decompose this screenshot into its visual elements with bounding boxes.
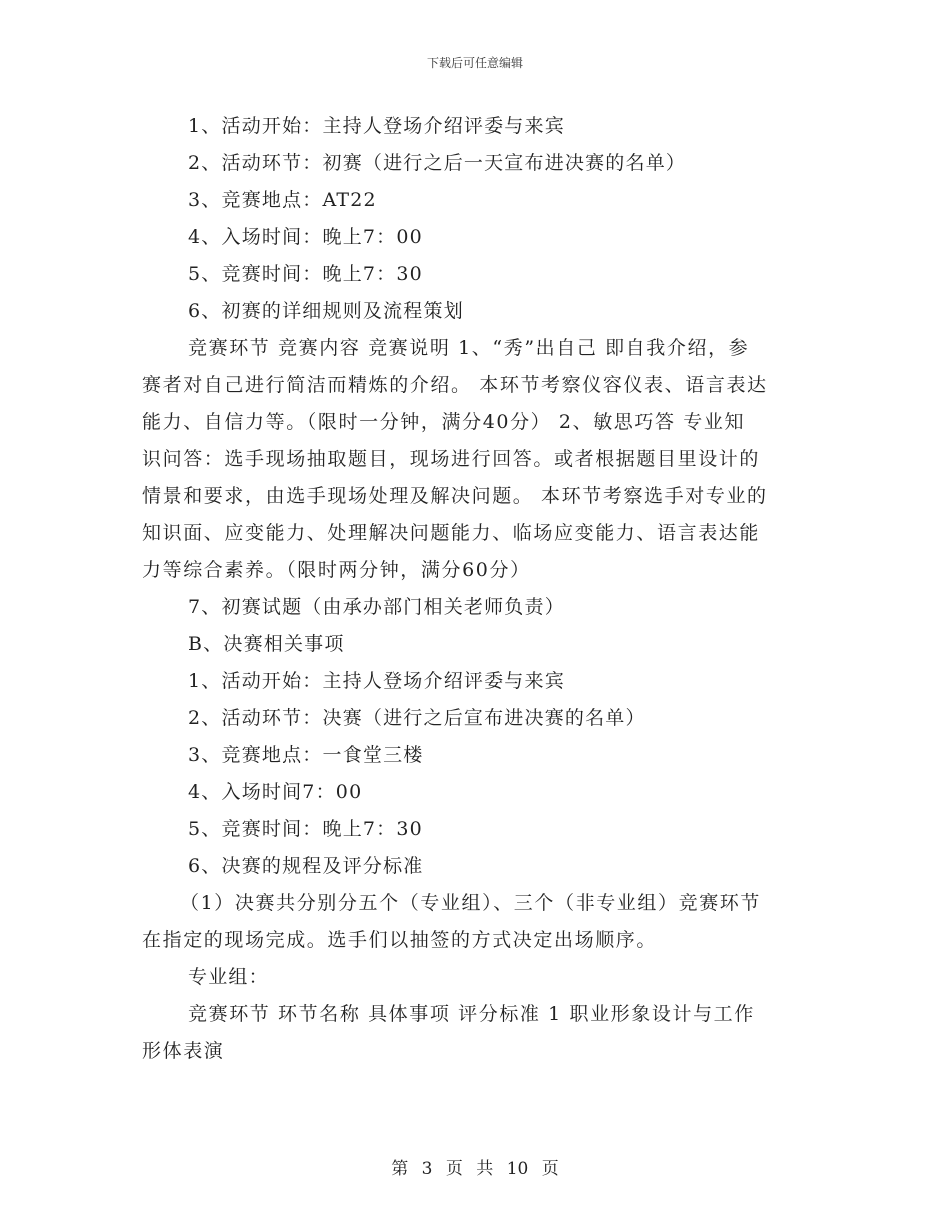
text-line: 1、活动开始：主持人登场介绍评委与来宾 — [188, 670, 565, 692]
paragraph-line: 在指定的现场完成。选手们以抽签的方式决定出场顺序。 — [142, 929, 658, 951]
text-line: 2、活动环节：初赛（进行之后一天宣布进决赛的名单） — [188, 152, 687, 174]
text-line: 4、入场时间7：00 — [188, 781, 363, 803]
paragraph-line: 力等综合素养。（限时两分钟，满分60分） — [142, 559, 531, 581]
paragraph-line: 识问答：选手现场抽取题目，现场进行回答。或者根据题目里设计的 — [142, 448, 761, 470]
page-header: 下载后可任意编辑 — [426, 56, 523, 70]
group-label: 专业组： — [188, 966, 269, 988]
text-line: 7、初赛试题（由承办部门相关老师负责） — [188, 596, 565, 618]
paragraph-line: 知识面、应变能力、处理解决问题能力、临场应变能力、语言表达能 — [142, 522, 761, 544]
document-body — [142, 108, 810, 1070]
text-line: 1、活动开始：主持人登场介绍评委与来宾 — [188, 115, 565, 137]
section-heading: B、决赛相关事项 — [188, 633, 345, 655]
text-line: 6、决赛的规程及评分标准 — [188, 855, 424, 877]
text-line: 2、活动环节：决赛（进行之后宣布进决赛的名单） — [188, 707, 646, 729]
text-line: 6、初赛的详细规则及流程策划 — [188, 300, 464, 322]
text-line: 5、竞赛时间：晚上7：30 — [188, 818, 423, 840]
paragraph-line: 竞赛环节 环节名称 具体事项 评分标准 1 职业形象设计与工作 — [188, 1003, 755, 1025]
text-line: 3、竞赛地点：一食堂三楼 — [188, 744, 424, 766]
paragraph-line: （1）决赛共分别分五个（专业组）、三个（非专业组）竞赛环节 — [180, 892, 761, 914]
text-line: 5、竞赛时间：晚上7：30 — [188, 263, 423, 285]
text-line: 3、竞赛地点：AT22 — [188, 189, 377, 211]
paragraph-final-rules — [142, 885, 810, 959]
paragraph-line: 能力、自信力等。（限时一分钟，满分40分） 2、敏思巧答 专业知 — [142, 411, 746, 433]
paragraph-line: 形体表演 — [142, 1040, 225, 1062]
paragraph-line: 赛者对自己进行简洁而精炼的介绍。 本环节考察仪容仪表、语言表达 — [142, 374, 768, 396]
paragraph-line: 情景和要求，由选手现场处理及解决问题。 本环节考察选手对专业的 — [142, 485, 768, 507]
page-footer: 第 3 页 共 10 页 — [391, 1159, 559, 1179]
paragraph-line: 竞赛环节 竞赛内容 竞赛说明 1、“秀”出自己 即自我介绍，参 — [188, 337, 750, 359]
text-line: 4、入场时间：晚上7：00 — [188, 226, 423, 248]
paragraph-professional-group — [142, 996, 810, 1070]
paragraph-competition-rules — [142, 330, 810, 589]
